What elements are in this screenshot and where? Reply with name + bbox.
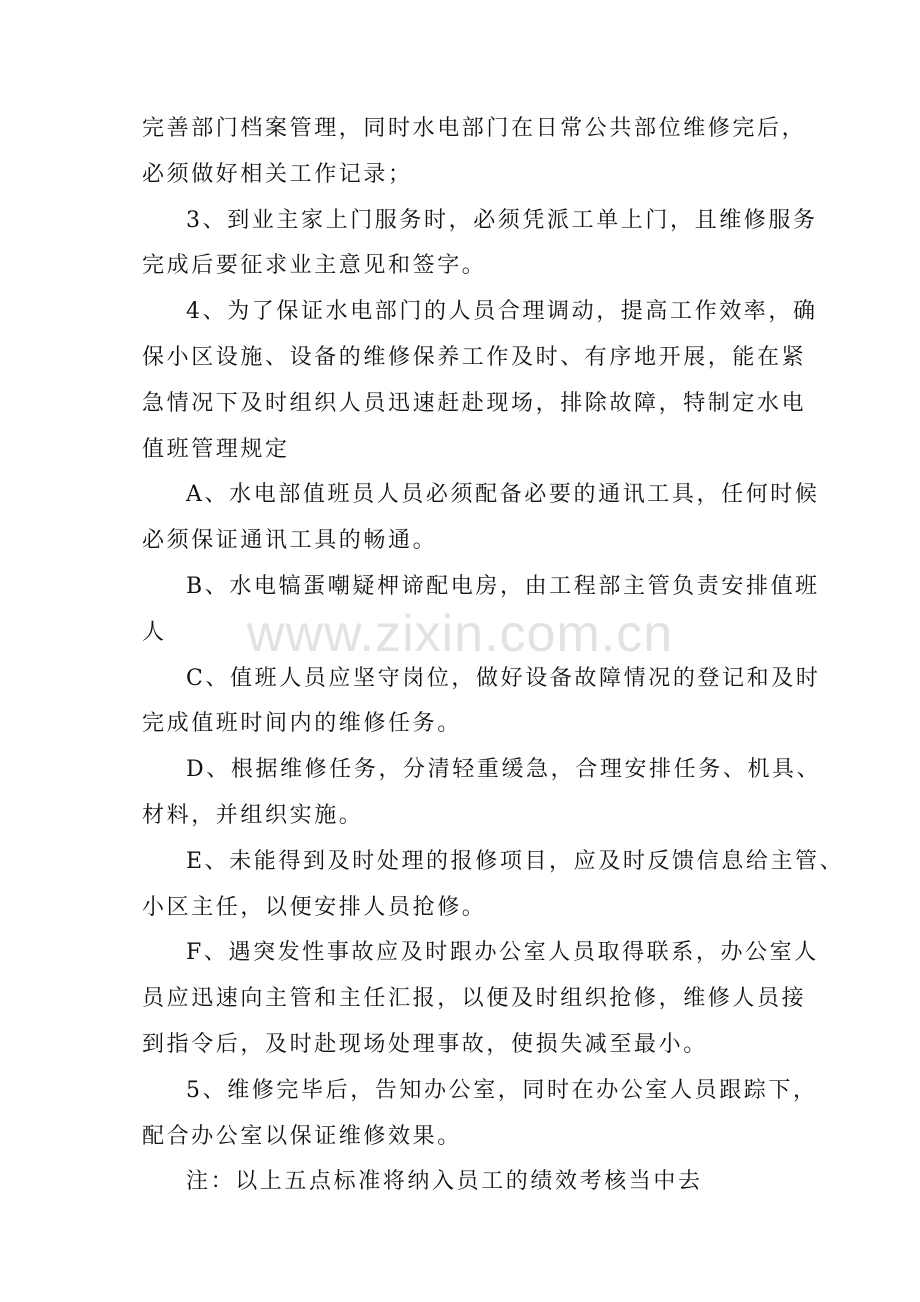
text-line: D、根据维修任务，分清轻重缓急，合理安排任务、机具、 [186, 757, 822, 783]
text-line: 材料，并组织实施。 [142, 802, 364, 828]
text-line: 注：以上五点标准将纳入员工的绩效考核当中去 [186, 1169, 703, 1195]
text-line: C、值班人员应坚守岗位，做好设备故障情况的登记和及时 [186, 665, 821, 691]
paragraph [142, 564, 820, 656]
text-line: 完善部门档案管理，同时水电部门在日常公共部位维修完后， [142, 116, 807, 141]
text-line: F、遇突发性事故应及时跟办公室人员取得联系，办公室人 [186, 940, 819, 966]
text-line: 急情况下及时组织人员迅速赶赴现场，排除故障，特制定水电 [142, 390, 807, 416]
text-line: 完成值班时间内的维修任务。 [142, 711, 462, 737]
text-line: 4、为了保证水电部门的人员合理调动，提高工作效率，确 [186, 299, 818, 325]
paragraph [142, 1068, 818, 1160]
text-line: 人 [142, 619, 167, 645]
text-line: 完成后要征求业主意见和签字。 [142, 253, 487, 279]
text-line: 值班管理规定 [142, 436, 290, 462]
paragraph [142, 472, 820, 564]
text-line: 必须保证通讯工具的畅通。 [142, 528, 438, 554]
text-line: B、水电犒蛋嘲疑柙谛配电房，由工程部主管负责安排值班 [186, 573, 820, 599]
paragraph [142, 930, 819, 1067]
paragraph [142, 656, 821, 748]
text-line: 5、维修完毕后，告知办公室，同时在办公室人员跟踪下， [186, 1077, 818, 1103]
text-line: 小区主任，以便安排人员抢修。 [142, 894, 487, 920]
paragraph [142, 839, 845, 931]
paragraph [142, 198, 818, 290]
paragraph [142, 747, 822, 839]
paragraph [142, 106, 807, 198]
text-line: A、水电部值班员人员必须配备必要的通讯工具，任何时候 [186, 482, 820, 508]
document-body [142, 106, 845, 1205]
text-line: E、未能得到及时处理的报修项目，应及时反馈信息给主管、 [186, 848, 845, 874]
paragraph [142, 289, 818, 472]
paragraph [142, 1159, 792, 1205]
watermark: www.zixin.com.cn [246, 605, 674, 663]
text-line: 到指令后，及时赴现场处理事故，使损失减至最小。 [142, 1031, 708, 1057]
text-line: 配合办公室以保证维修效果。 [142, 1123, 462, 1149]
text-line: 员应迅速向主管和主任汇报，以便及时组织抢修，维修人员接 [142, 986, 807, 1012]
text-line: 保小区设施、设备的维修保养工作及时、有序地开展，能在紧 [142, 344, 807, 370]
text-line: 必须做好相关工作记录； [142, 161, 413, 187]
text-line: 3、到业主家上门服务时，必须凭派工单上门，且维修服务 [186, 207, 818, 233]
